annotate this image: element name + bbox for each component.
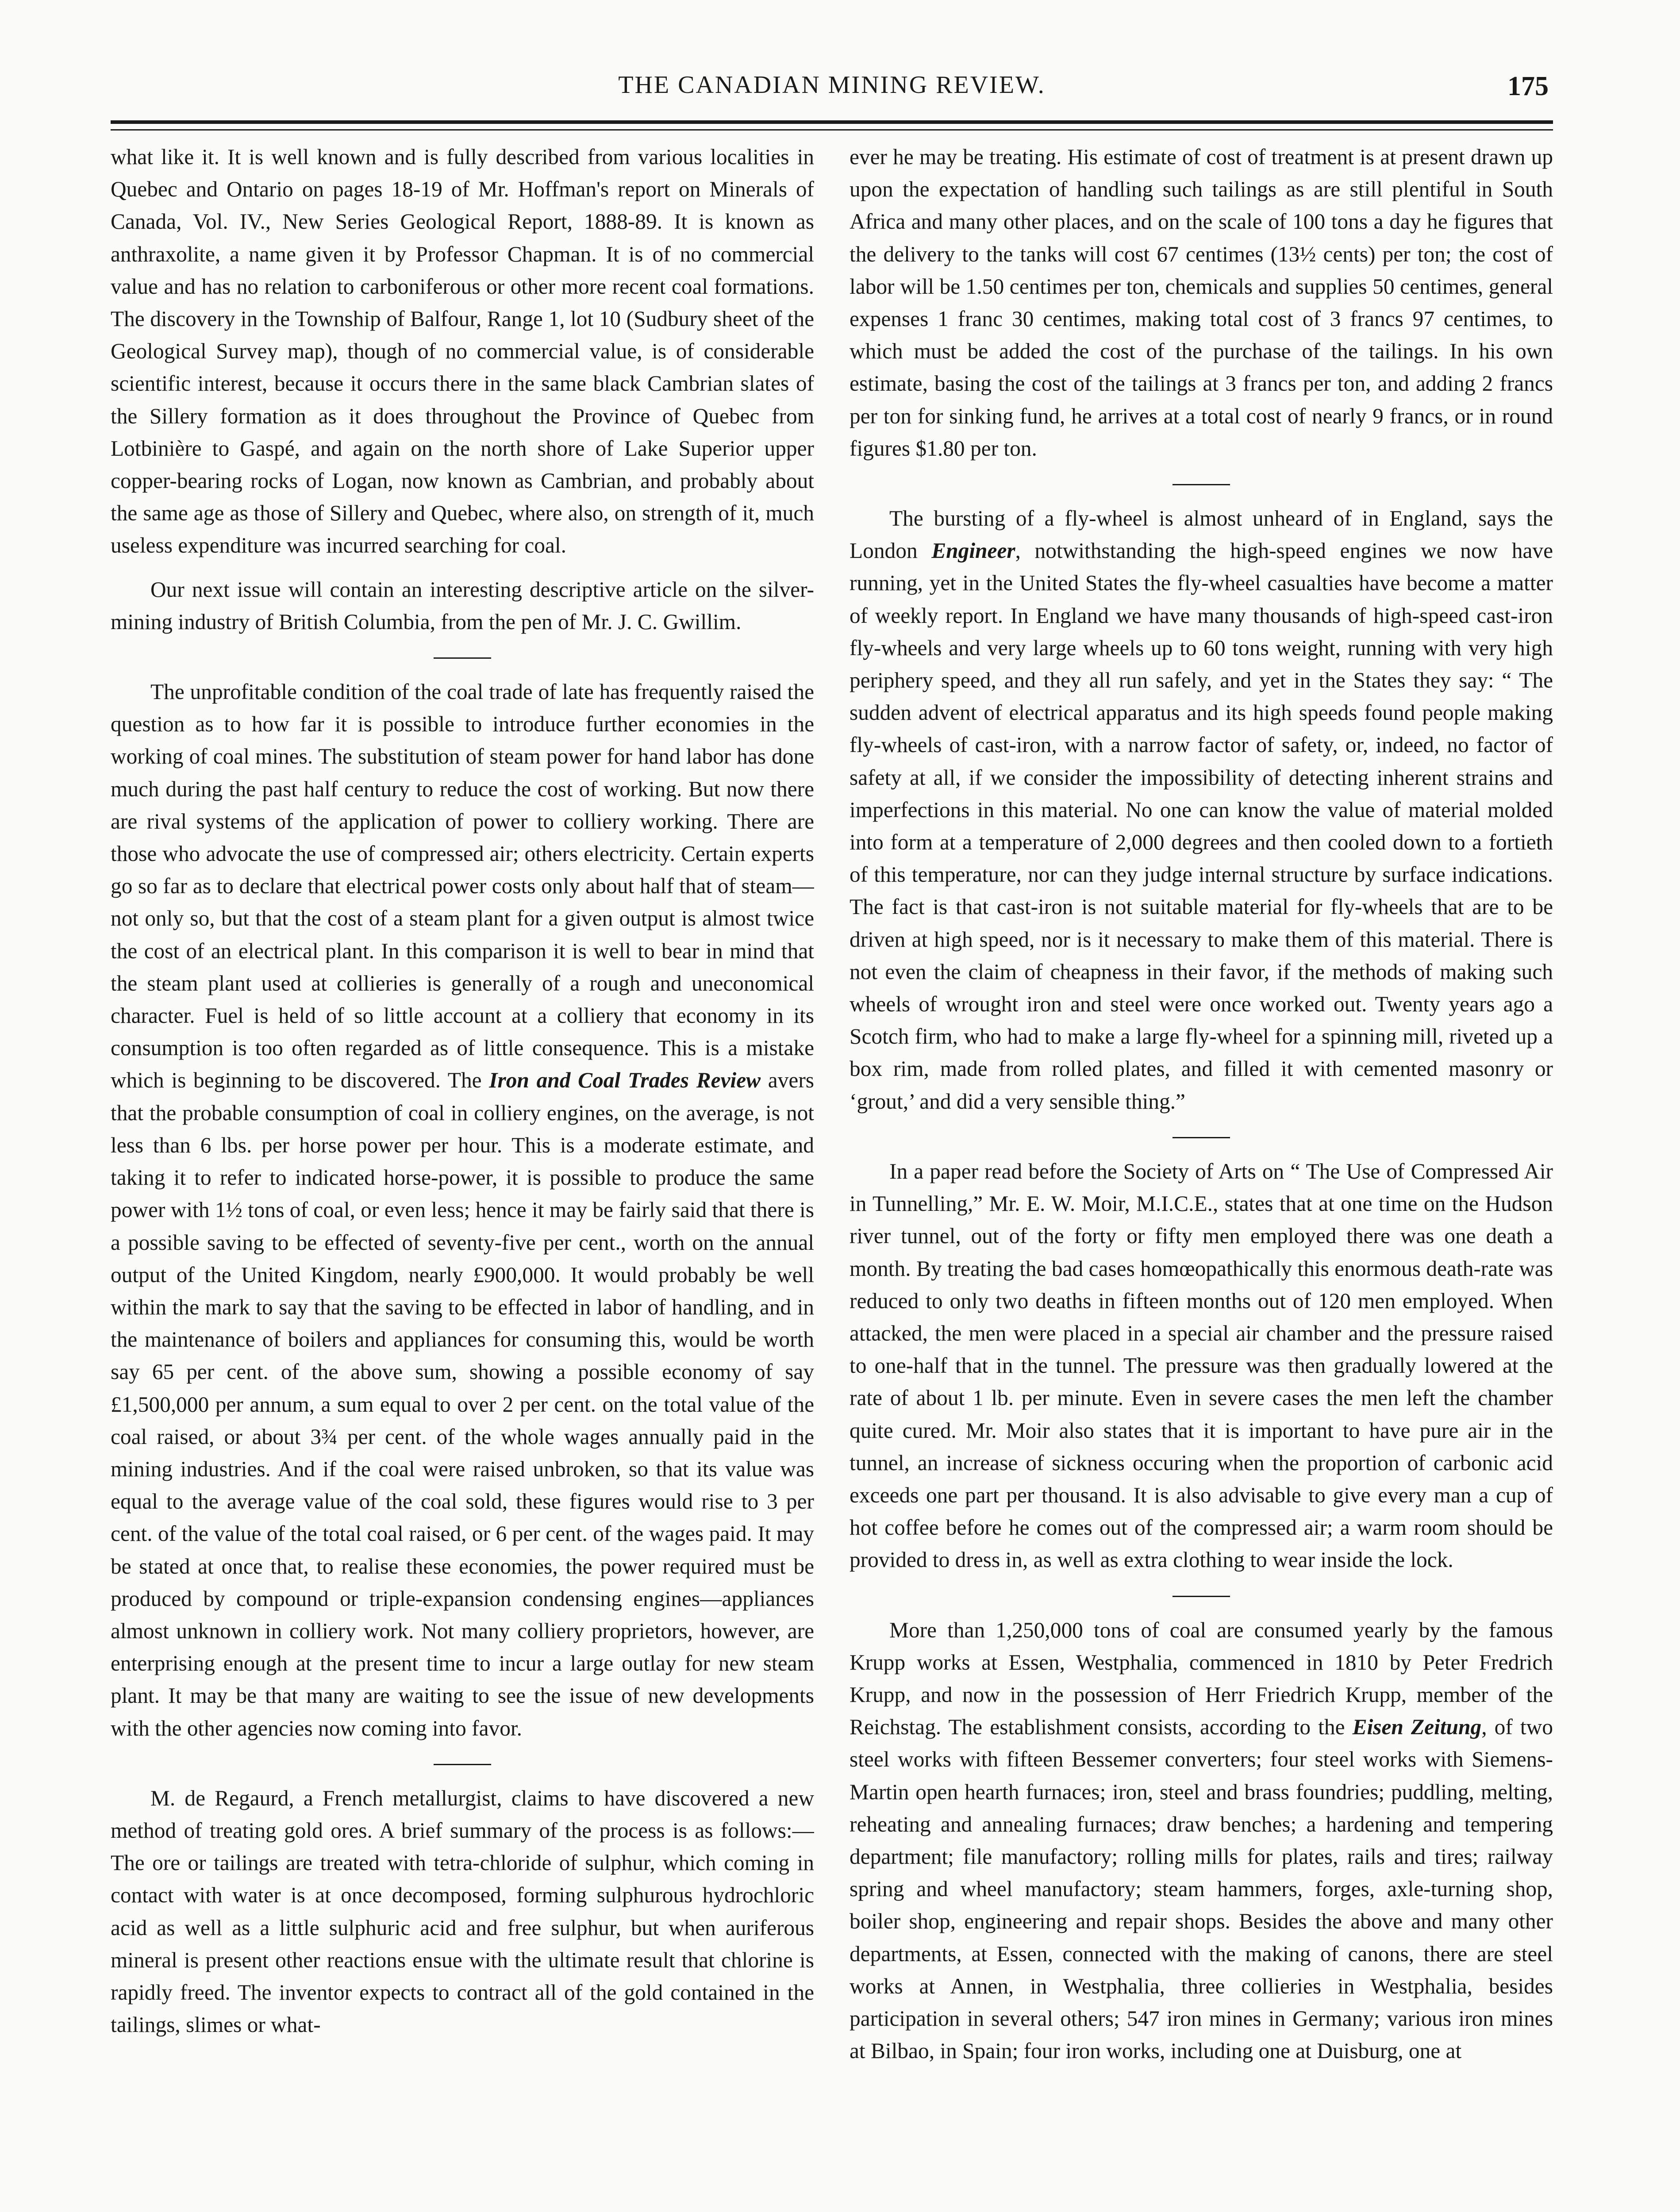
section-separator <box>434 1764 491 1765</box>
coal-trade-text-a: The unprofitable condition of the coal trade of late has frequently raised the question as to how far it is possible to introduce further economies in the working of coal mines. The substitution of steam power for hand labor has done much during the past half century to reduce the cost of working. But now there are rival systems of the application of power to colliery working. There are those who advocate the use of compressed air; others electricity. Certain experts go so far as to declare that electrical power costs only about half that of steam—not only so, but that the cost of a steam plant for a given output is almost twice the cost of an electrical plant. In this comparison it is well to bear in mind that the steam plant used at collieries is generally of a rough and uneconomical character. Fuel is held of so little account at a colliery that economy in its consumption is too often regarded as of little consequence. This is a mistake which is beginning to be discovered. The <box>111 680 814 1093</box>
iron-coal-review-title: Iron and Coal Trades Review <box>489 1068 761 1093</box>
section-separator <box>1173 1596 1230 1597</box>
gold-ores-paragraph: M. de Regaurd, a French metallurgist, claims to have discovered a new method of treating gold ores. A brief summary of the process is as follows:—The ore or tailings are treated with tetra-chloride of sulphur, which coming in contact with water is at once decomposed, forming sulphurous hydrochloric acid as well as a little sulphuric acid and free sulphur, but when auriferous mineral is present other reactions ensue with the ultimate result that chlorine is rapidly freed. The inventor expects to contract all of the gold contained in the tailings, slimes or what- <box>111 1786 814 2037</box>
engineer-title: Engineer <box>931 538 1015 563</box>
krupp-works-paragraph <box>850 1614 1553 2067</box>
header-rule-thin <box>111 129 1553 131</box>
krupp-text-b: , of two steel works with fifteen Bessemer converters; four steel works with Siemens-Martin open hearth furnaces; iron, steel and brass foundries; puddling, melting, reheating and annealing furnaces; draw benches; a hardening and tempering department; file manufactory; rolling mills for plates, rails and tires; railway spring and wheel manufactory; steam hammers, forges, axle-turning shop, boiler shop, engineering and repair shops. Besides the above and many other departments, at Essen, connected with the making of canons, there are steel works at Annen, in Westphalia, three collieries in Westphalia, besides participation in several others; 547 iron mines in Germany; various iron mines at Bilbao, in Spain; four iron works, including one at Duisburg, one at <box>850 1715 1553 2063</box>
coal-trade-paragraph <box>111 676 814 1744</box>
page-number: 175 <box>1507 71 1549 101</box>
eisen-zeitung-title: Eisen Zeitung <box>1352 1715 1482 1740</box>
running-title: THE CANADIAN MINING REVIEW. <box>618 71 1046 99</box>
fly-wheel-paragraph <box>850 502 1553 1118</box>
right-column <box>850 141 1553 2212</box>
coal-trade-text-b: avers that the probable consumption of coal in colliery engines, on the average, is not less than 6 lbs. per horse power per hour. This is a moderate estimate, and taking it to refer to indicated horse-power, it is possible to produce the same power with 1½ tons of coal, or even less; hence it may be fairly said that there is a possible saving to be effected of seventy-five per cent., worth on the annual output of the United Kingdom, nearly £900,000. It would probably be well within the mark to say that the saving to be effected in labor of handling, and in the maintenance of boilers and appliances for consuming this, would be worth say 65 per cent. of the above sum, showing a possible economy of say £1,500,000 per annum, a sum equal to over 2 per cent. on the total value of the coal raised, or about 3¾ per cent. of the whole wages annually paid in the mining industries. And if the coal were raised unbroken, so that its value was equal to the average value of the coal sold, these figures would rise to 3 per cent. of the value of the total coal raised, or 6 per cent. of the wages paid. It may be stated at once that, to realise these economies, the power required must be produced by compound or triple-expansion condensing engines—appliances almost unknown in colliery work. Not many colliery proprietors, however, are enterprising enough at the present time to incur a large outlay for new steam plant. It may be that many are waiting to see the issue of new developments with the other agencies now coming into favor. <box>111 1068 814 1740</box>
section-separator <box>1173 1137 1230 1138</box>
page-header <box>111 71 1553 111</box>
section-separator <box>1173 484 1230 485</box>
fly-wheel-text-a: The bursting of a fly-wheel is almost unheard of in England, says the London <box>850 506 1553 563</box>
next-issue-paragraph: Our next issue will contain an interesting descriptive article on the silver-mining industry of British Columbia, from the pen of Mr. J. C. Gwillim. <box>111 577 814 634</box>
compressed-air-paragraph: In a paper read before the Society of Arts on “ The Use of Compressed Air in Tunnelling,” Mr. E. W. Moir, M.I.C.E., states that at one time on the Hudson river tunnel, out of the forty or fifty men employed there was one death a month. By treating the bad cases homœopathically this enormous death-rate was reduced to only two deaths in fifteen months out of 120 men employed. When attacked, the men were placed in a special air chamber and the pressure raised to one-half that in the tunnel. The pressure was then gradually lowered at the rate of about 1 lb. per minute. Even in severe cases the men left the chamber quite cured. Mr. Moir also states that it is important to have pure air in the tunnel, an increase of sickness occuring when the proportion of carbonic acid exceeds one part per thousand. It is also advisable to give every man a cup of hot coffee before he comes out of the compressed air; a warm room should be provided to dress in, as well as extra clothing to wear inside the lock. <box>850 1159 1553 1572</box>
section-separator <box>434 657 491 659</box>
krupp-text-a: More than 1,250,000 tons of coal are consumed yearly by the famous Krupp works at Essen, Westphalia, commenced in 1810 by Peter Fredrich Krupp, and now in the possession of Herr Friedrich Krupp, member of the Reichstag. The establishment consists, according to the <box>850 1617 1553 1740</box>
left-column <box>111 141 814 2212</box>
treatment-cost-paragraph: ever he may be treating. His estimate of cost of treatment is at present drawn up upon the expectation of handling such tailings as are still plentiful in South Africa and many other places, and on the scale of 100 tons a day he figures that the delivery to the tanks will cost 67 centimes (13½ cents) per ton; the cost of labor will be 1.50 centimes per ton, chemicals and supplies 50 centimes, general expenses 1 franc 30 centimes, making total cost of 3 francs 97 centimes, to which must be added the cost of the purchase of the tailings. In his own estimate, basing the cost of the tailings at 3 francs per ton, and adding 2 francs per ton for sinking fund, he arrives at a total cost of nearly 9 francs, or in round figures $1.80 per ton. <box>850 145 1553 461</box>
fly-wheel-text-b: , notwithstanding the high-speed engines we now have running, yet in the United States the fly-wheel casualties have become a matter of weekly report. In England we have many thousands of high-speed cast-iron fly-wheels and very large wheels up to 60 tons weight, running with very high periphery speed, and they all run safely, and yet in the States they say: “ The sudden advent of electrical apparatus and its high speeds found people making fly-wheels of cast-iron, with a narrow factor of safety, or, indeed, no factor of safety at all, if we consider the impossibility of detecting inherent strains and imperfections in this material. No one can know the value of material molded into form at a temperature of 2,000 degrees and then cooled down to a fortieth of this temperature, nor can they judge internal structure by surface indications. The fact is that cast-iron is not suitable material for fly-wheels that are to be driven at high speed, nor is it necessary to make them of this material. There is not even the claim of cheapness in their favor, if the methods of making such wheels of wrought iron and steel were once worked out. Twenty years ago a Scotch firm, who had to make a large fly-wheel for a spinning mill, riveted up a box rim, made from rolled plates, and filled it with cemented masonry or ‘grout,’ and did a very sensible thing.” <box>850 538 1553 1114</box>
anthraxolite-paragraph: what like it. It is well known and is fully described from various localities in Quebec and Ontario on pages 18-19 of Mr. Hoffman's report on Minerals of Canada, Vol. IV., New Series Geological Report, 1888-89. It is known as anthraxolite, a name given it by Professor Chapman. It is of no commercial value and has no relation to carboniferous or other more recent coal formations. The discovery in the Township of Balfour, Range 1, lot 10 (Sudbury sheet of the Geological Survey map), though of no commercial value, is of considerable scientific interest, because it occurs there in the same black Cambrian slates of the Sillery formation as it does throughout the Province of Quebec from Lotbinière to Gaspé, and again on the north shore of Lake Superior upper copper-bearing rocks of Logan, now known as Cambrian, and probably about the same age as those of Sillery and Quebec, where also, on strength of it, much useless expenditure was incurred searching for coal. <box>111 145 814 558</box>
header-rule-thick <box>111 120 1553 124</box>
